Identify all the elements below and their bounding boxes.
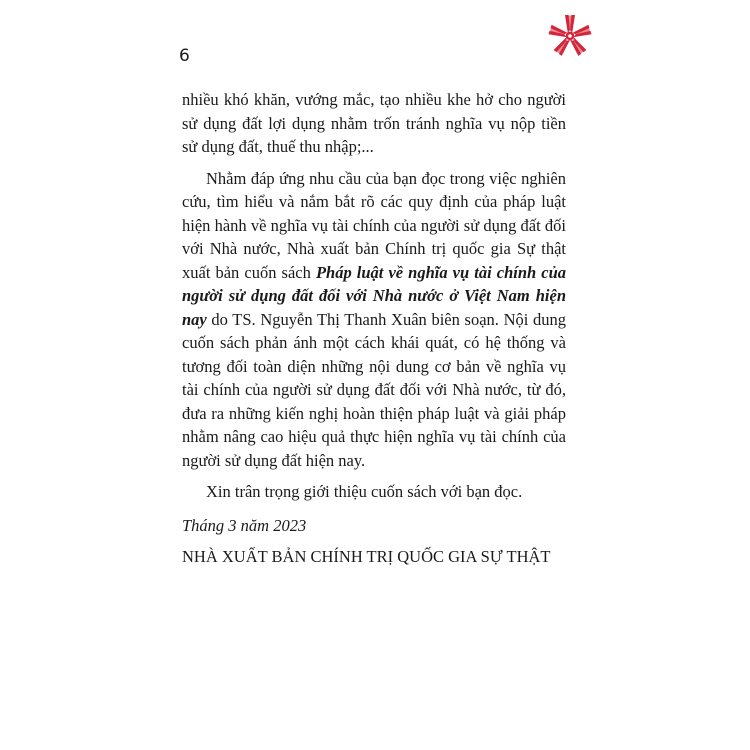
paragraph-continuation: nhiều khó khăn, vướng mắc, tạo nhiều khe hở cho người sử dụng đất lợi dụng nhằm trốn tránh nghĩa vụ nộp tiền sử dụng đất, thuế thu nhập;...: [182, 90, 566, 156]
book-title: Pháp luật về nghĩa vụ tài chính của người sử dụng đất đối với Nhà nước ở Việt Nam hiện nay: [182, 262, 567, 329]
paragraph-introduction-rest: do TS. Nguyễn Thị Thanh Xuân biên soạn. Nội dung cuốn sách phản ánh một cách khái quát, có hệ thống và tương đối toàn diện những nội dung cơ bản về nghĩa vụ tài chính của người sử dụng đất đối với Nhà nước, từ đó, đưa ra những kiến nghị hoàn thiện pháp luật và giải pháp nhằm nâng cao hiệu quả thực hiện nghĩa vụ tài chính của người sử dụng đất hiện nay.: [182, 309, 566, 470]
paragraph-introduction: [182, 167, 566, 473]
red-star-petal-logo-icon: [546, 12, 594, 60]
paragraph-closing: Xin trân trọng giới thiệu cuốn sách với bạn đọc.: [206, 482, 523, 501]
signature-date: Tháng 3 năm 2023: [182, 515, 307, 535]
signature-publisher: NHÀ XUẤT BẢN CHÍNH TRỊ QUỐC GIA SỰ THẬT: [182, 547, 551, 566]
body-text: [182, 88, 566, 577]
page-number: 6: [179, 46, 190, 66]
signature-block: [182, 514, 566, 569]
paragraph-introduction-lead: Nhằm đáp ứng nhu cầu của bạn đọc trong việc nghiên cứu, tìm hiểu và nắm bắt rõ các quy định của pháp luật hiện hành về nghĩa vụ tài chính của người sử dụng đất đối với Nhà nước, Nhà xuất bản Chính trị quốc gia Sự thật xuất bản cuốn sách: [182, 168, 566, 282]
